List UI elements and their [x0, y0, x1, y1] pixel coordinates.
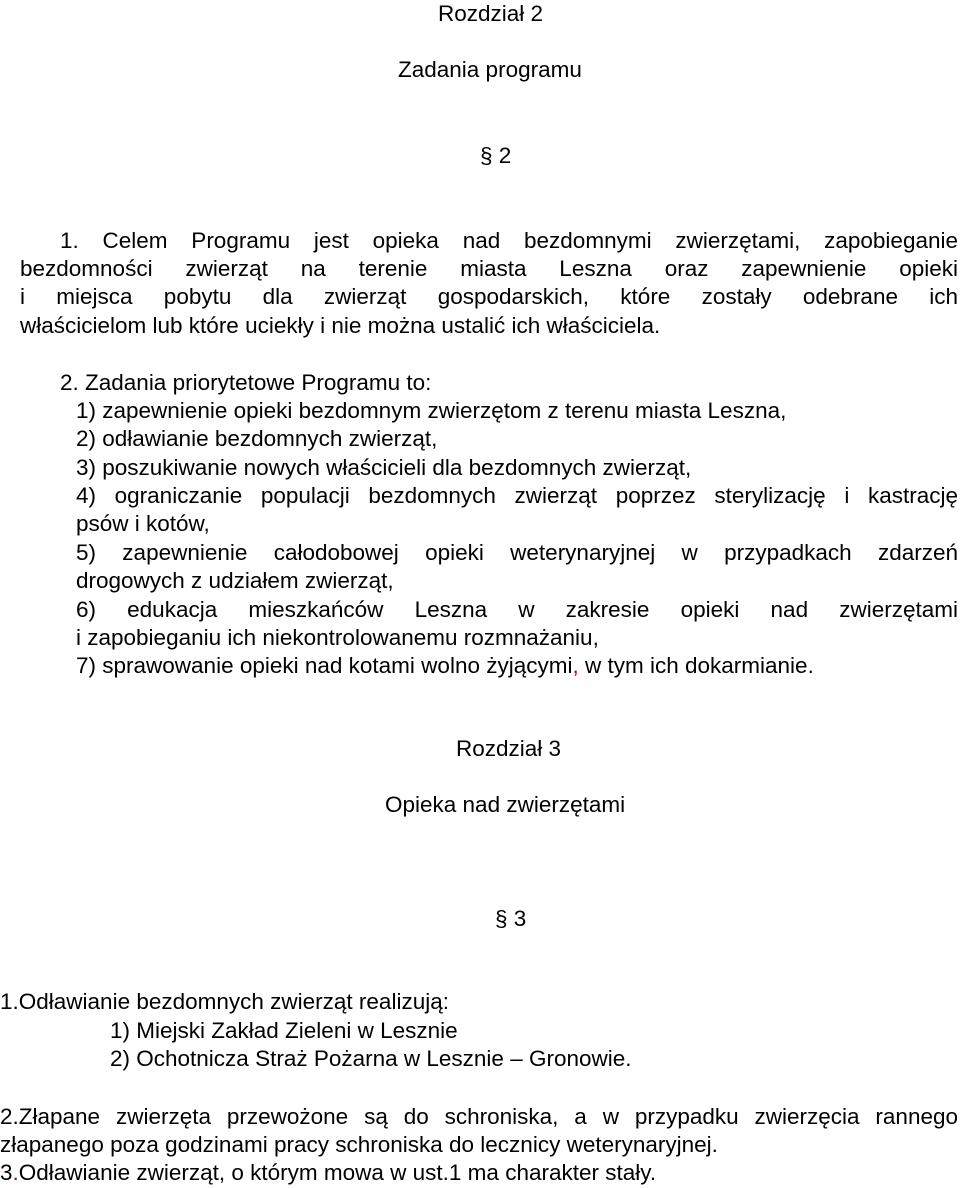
- chapter-3-title: Opieka nad zwierzętami: [385, 792, 626, 817]
- paragraph-1-line: bezdomności zwierząt na terenie miasta Leszna oraz zapewnienie opieki: [20, 256, 958, 281]
- paragraph-1-line: właścicielom lub które uciekły i nie można ustalić ich właściciela.: [20, 313, 661, 338]
- paragraph-1-line: i miejsca pobytu dla zwierząt gospodarskich, które zostały odebrane ich: [20, 284, 958, 309]
- chapter-2-title: Zadania programu: [398, 57, 582, 82]
- task-item-7-text: 7) sprawowanie opieki nad kotami wolno żyjącymi: [76, 653, 573, 678]
- paragraph-3-text: Odławianie zwierząt, o którym mowa w ust.1 ma charakter stały.: [18, 1160, 657, 1185]
- task-item: 2) odławianie bezdomnych zwierząt,: [76, 426, 438, 451]
- section-3-paragraph-2-line: 2.Złapane zwierzęta przewożone są do schroniska, a w przypadku zwierzęcia rannego: [0, 1104, 958, 1129]
- task-item: 5) zapewnienie całodobowej opieki weterynaryjnej w przypadkach zdarzeń: [76, 540, 958, 565]
- task-item: 1) zapewnienie opieki bezdomnym zwierzętom z terenu miasta Leszna,: [76, 398, 787, 423]
- task-item: 6) edukacja mieszkańców Leszna w zakresie opieki nad zwierzętami: [76, 597, 958, 622]
- task-item: [76, 652, 814, 680]
- chapter-3-heading: Rozdział 3: [456, 736, 562, 761]
- chapter-2-heading: Rozdział 2: [438, 1, 544, 26]
- paragraph-2-intro: 2. Zadania priorytetowe Programu to:: [60, 370, 432, 395]
- task-item: 4) ograniczanie populacji bezdomnych zwierząt poprzez sterylizację i kastrację: [76, 483, 958, 508]
- catcher-list-item: 2) Ochotnicza Straż Pożarna w Lesznie – Gronowie.: [110, 1046, 632, 1071]
- task-item-continuation: psów i kotów,: [76, 511, 210, 536]
- catcher-list-item: 1) Miejski Zakład Zieleni w Lesznie: [110, 1018, 458, 1043]
- task-item: 3) poszukiwanie nowych właścicieli dla bezdomnych zwierząt,: [76, 455, 692, 480]
- red-comma-mark: ,: [572, 653, 579, 678]
- task-item-continuation: i zapobieganiu ich niekontrolowanemu rozmnażaniu,: [76, 625, 599, 650]
- red-period-mark: .: [12, 1160, 19, 1185]
- task-item-continuation: drogowych z udziałem zwierząt,: [76, 568, 394, 593]
- section-3-paragraph-1-intro: 1.Odławianie bezdomnych zwierząt realizują:: [0, 989, 449, 1014]
- section-3-marker: § 3: [495, 906, 527, 931]
- paragraph-1-line: 1. Celem Programu jest opieka nad bezdomnymi zwierzętami, zapobieganie: [60, 228, 958, 253]
- paragraph-3-number: 3: [0, 1160, 13, 1185]
- section-3-paragraph-3: [0, 1159, 656, 1187]
- section-3-paragraph-2-line: złapanego poza godzinami pracy schroniska do lecznicy weterynaryjnej.: [0, 1132, 718, 1157]
- section-2-marker: § 2: [480, 143, 512, 168]
- task-item-7-tail: w tym ich dokarmianie.: [578, 653, 814, 678]
